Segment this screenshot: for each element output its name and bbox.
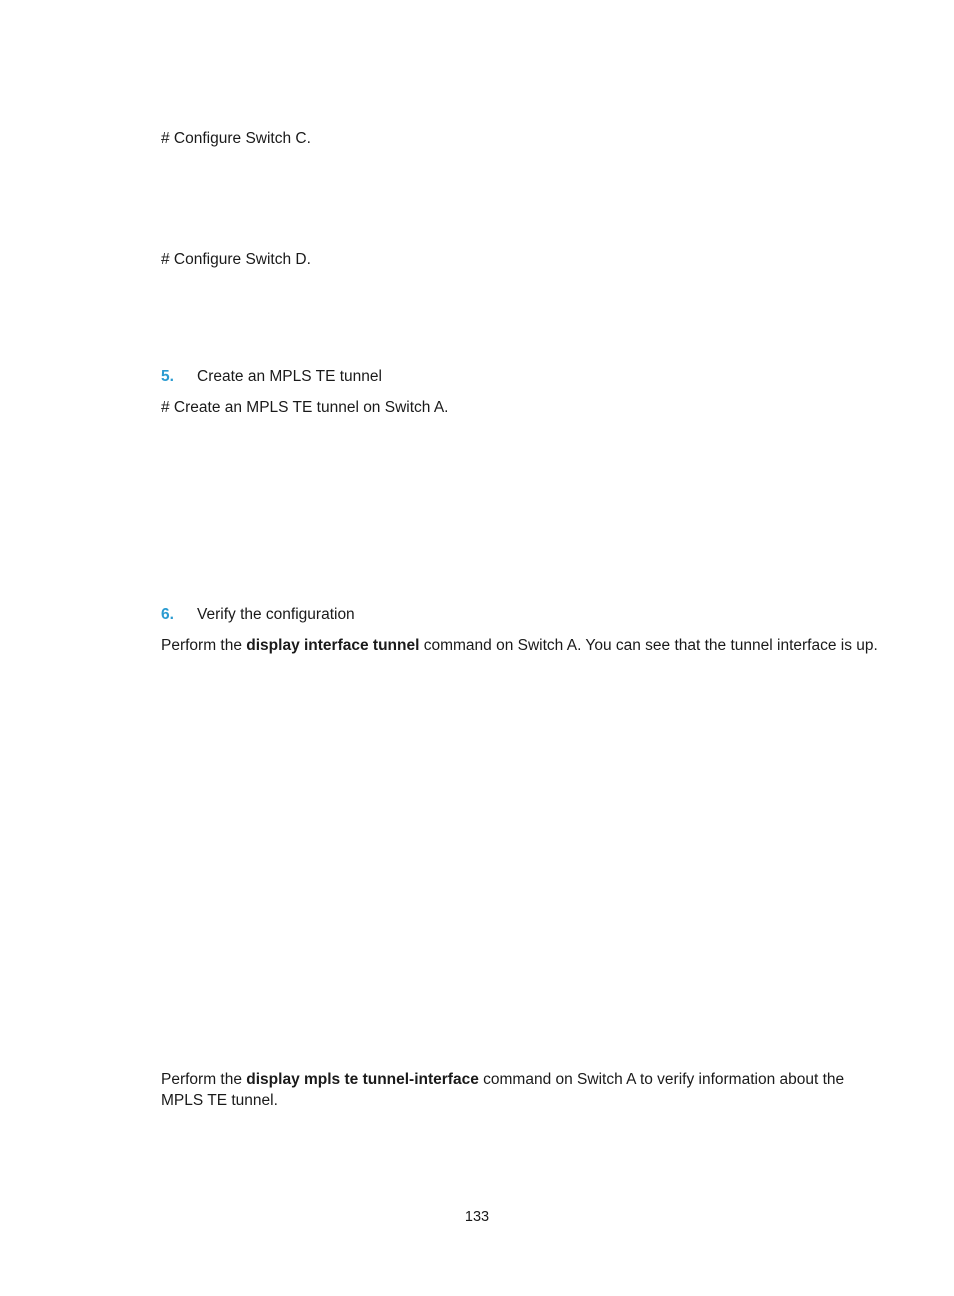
step-6-title: Verify the configuration <box>197 606 355 623</box>
configure-switch-c-text: # Configure Switch C. <box>161 130 311 147</box>
paragraph-text: Perform the <box>161 637 247 654</box>
verify-tunnel-paragraph <box>161 1069 867 1111</box>
verify-interface-paragraph <box>161 635 878 656</box>
step-6-heading <box>161 604 355 625</box>
configure-switch-d-text: # Configure Switch D. <box>161 251 311 268</box>
step-5-title: Create an MPLS TE tunnel <box>197 368 382 385</box>
step-6-number: 6. <box>161 606 174 623</box>
paragraph-text: command on Switch A to verify information about the MPLS TE tunnel. <box>161 1071 845 1109</box>
step-5-description: # Create an MPLS TE tunnel on Switch A. <box>161 399 449 416</box>
command-display-interface-tunnel: display interface tunnel <box>246 637 420 654</box>
paragraph-text: Perform the <box>161 1071 247 1088</box>
command-display-mpls-te-tunnel-interface: display mpls te tunnel-interface <box>246 1071 479 1088</box>
step-5-number: 5. <box>161 368 174 385</box>
page-number: 133 <box>464 1209 490 1225</box>
paragraph-text: command on Switch A. You can see that the tunnel interface is up. <box>419 637 878 654</box>
step-5-heading <box>161 366 382 387</box>
